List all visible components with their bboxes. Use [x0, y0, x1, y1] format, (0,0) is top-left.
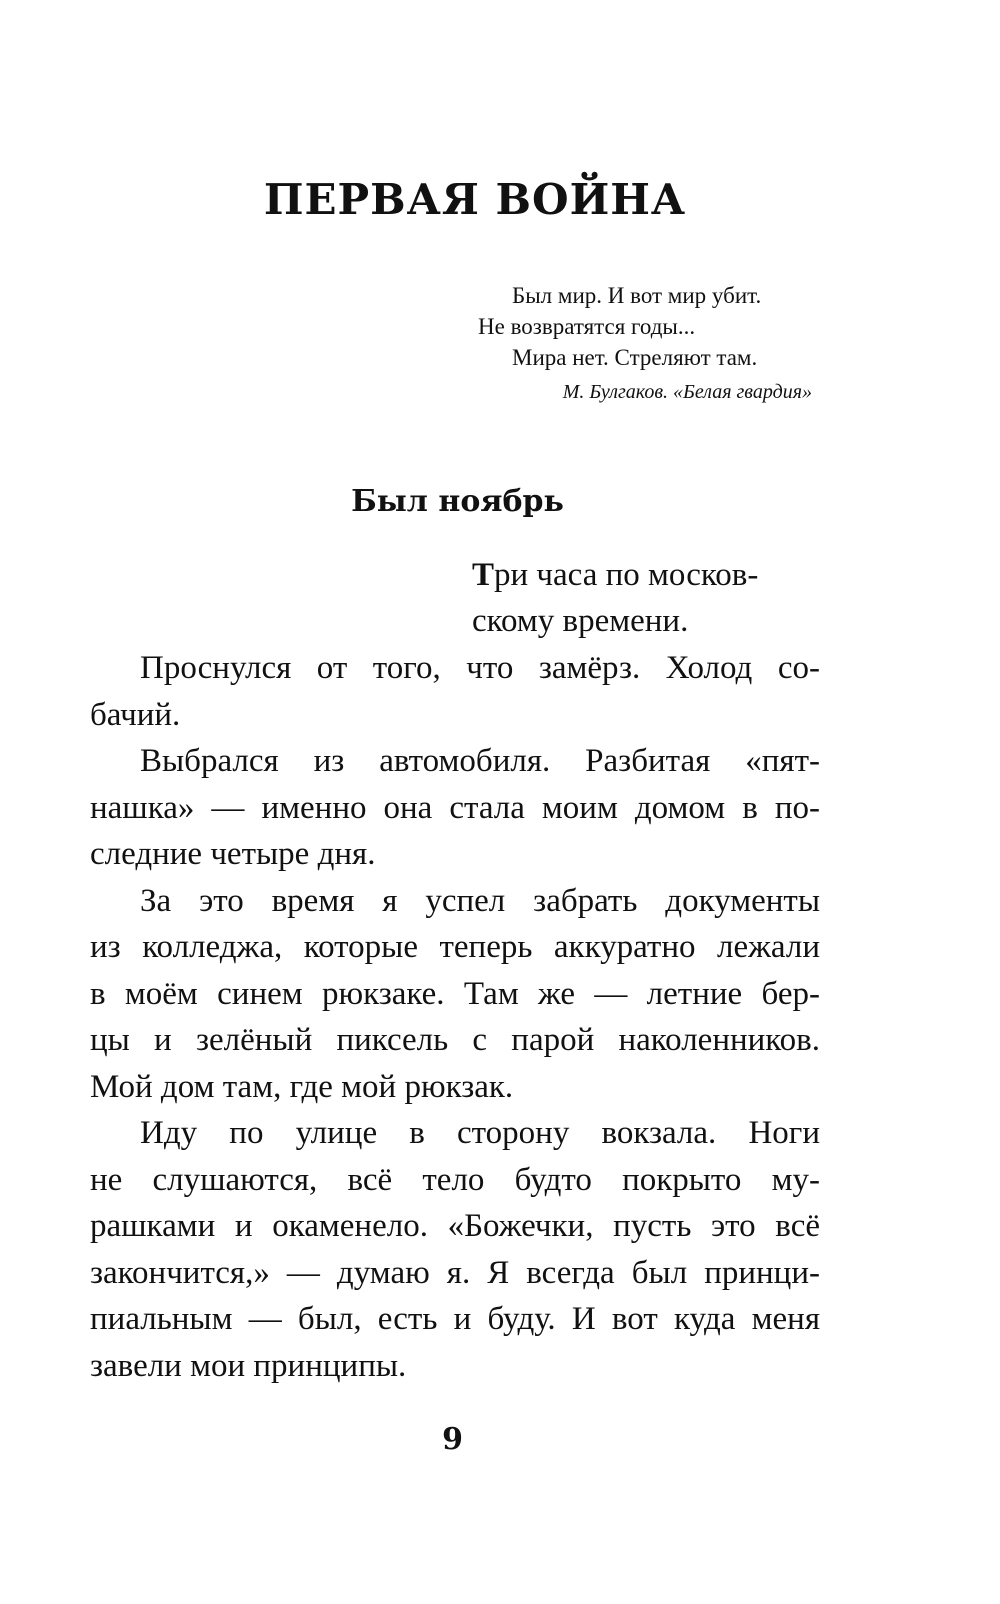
epigraph-line: Не возвратятся годы...: [478, 314, 696, 339]
section-title: Был ноябрь: [351, 484, 564, 519]
text-line: Выбрался из автомобиля. Разбитая «пят-: [140, 743, 820, 779]
page-number: 9: [442, 1422, 463, 1457]
text-line: завели мои принципы.: [90, 1347, 407, 1384]
drop-letter: Т: [472, 557, 495, 593]
text-line: цы и зелёный пиксель с парой наколенников.: [90, 1022, 820, 1058]
paragraph: [90, 1110, 820, 1389]
opening-line: скому времени.: [472, 603, 689, 639]
epigraph-line: Мира нет. Стреляют там.: [512, 345, 758, 370]
opening-line-rest: ри часа по москов-: [494, 557, 759, 593]
text-line: не слушаются, всё тело будто покрыто му-: [90, 1161, 820, 1198]
text-line: пиальным — был, есть и буду. И вот куда меня: [90, 1301, 820, 1337]
text-line: закончится,» — думаю я. Я всегда был принци-: [90, 1254, 820, 1291]
opening-text: [472, 552, 842, 644]
text-line: в моём синем рюкзаке. Там же — летние бер-: [90, 975, 820, 1012]
opening-line: [472, 552, 842, 598]
text-line: рашками и окаменело. «Божечки, пусть это всё: [90, 1208, 820, 1244]
text-line: Проснулся от того, что замёрз. Холод со-: [140, 650, 820, 686]
epigraph: [420, 280, 840, 408]
text-line: За это время я успел забрать документы: [140, 882, 820, 919]
epigraph-attribution: М. Булгаков. «Белая гвардия»: [562, 381, 812, 403]
text-line: нашка» — именно она стала моим домом в по-: [90, 789, 820, 826]
text-line: бачий.: [90, 696, 181, 733]
text-line: Иду по улице в сторону вокзала. Ноги: [140, 1115, 820, 1151]
paragraph: [90, 878, 820, 1111]
paragraph: [90, 738, 820, 878]
text-line: из колледжа, которые теперь аккуратно лежали: [90, 929, 820, 965]
chapter-title: ПЕРВАЯ ВОЙНА: [263, 175, 687, 224]
text-line: следние четыре дня.: [90, 836, 376, 872]
epigraph-line: Был мир. И вот мир убит.: [512, 283, 762, 308]
body-text: [90, 645, 820, 1389]
paragraph: [90, 645, 820, 738]
text-line: Мой дом там, где мой рюкзак.: [90, 1068, 514, 1105]
